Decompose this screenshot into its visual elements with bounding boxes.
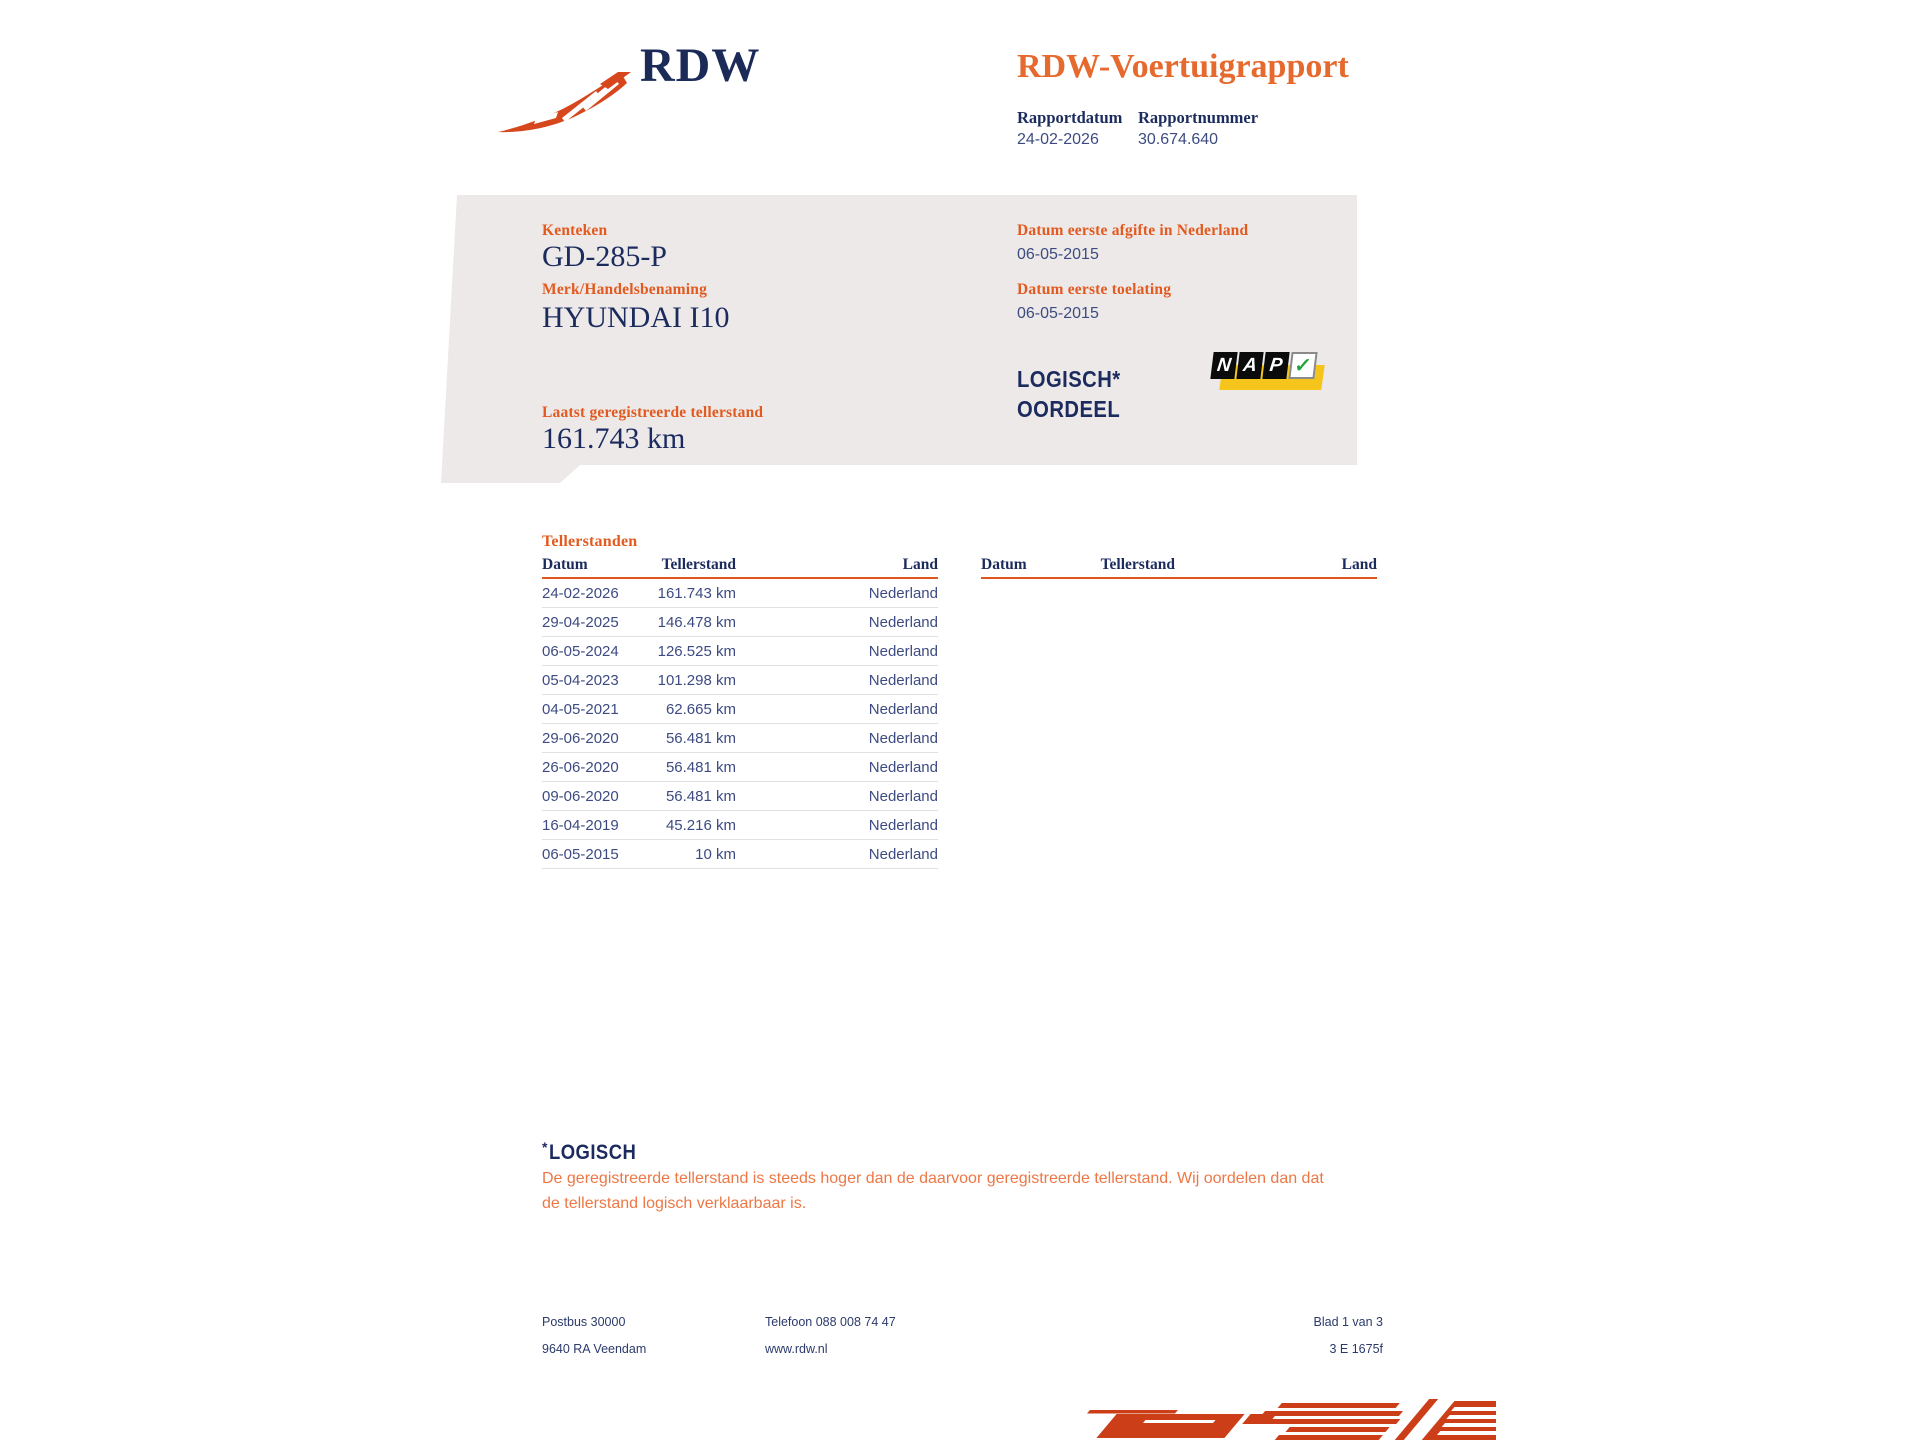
nap-check-icon: ✓ [1288, 352, 1317, 379]
table-row [542, 782, 938, 811]
table-row [542, 666, 938, 695]
tellerstand-value: 161.743 km [542, 422, 686, 455]
tellerstand-label: Laatst geregistreerde tellerstand [542, 404, 764, 421]
merk-label: Merk/Handelsbenaming [542, 281, 708, 298]
footer-website: www.rdw.nl [765, 1342, 828, 1356]
footnote-heading: LOGISCH [549, 1141, 637, 1164]
cell-tellerstand: 45.216 km [665, 816, 736, 834]
footnote-text: De geregistreerde tellerstand is steeds hoger dan de daarvoor geregistreerde tellerstand. Wij oordelen dan dat de tellerstand logisch verklaarbaar is. [542, 1170, 1324, 1212]
cell-datum: 24-02-2026 [542, 584, 619, 602]
cell-land: Nederland [868, 845, 938, 863]
kenteken-value: GD-285-P [542, 240, 667, 273]
table-row [542, 579, 938, 608]
table-row [542, 608, 938, 637]
column-header-datum: Datum [981, 556, 1027, 573]
cell-datum: 16-04-2019 [542, 816, 619, 834]
footer-form-code: 3 E 1675f [1329, 1342, 1383, 1356]
table-header-row [542, 556, 938, 579]
cell-datum: 29-06-2020 [542, 729, 619, 747]
nap-letter-a: A [1236, 352, 1263, 379]
column-header-datum: Datum [542, 556, 588, 573]
cell-tellerstand: 161.743 km [657, 584, 736, 602]
page-title: RDW-Voertuigrapport [1017, 48, 1349, 85]
cell-land: Nederland [868, 787, 938, 805]
report-date-value: 24-02-2026 [1017, 131, 1099, 148]
afgifte-label: Datum eerste afgifte in Nederland [1017, 222, 1249, 239]
cell-datum: 06-05-2024 [542, 642, 619, 660]
cell-tellerstand: 56.481 km [665, 729, 736, 747]
tellerstanden-heading: Tellerstanden [542, 533, 638, 550]
cell-tellerstand: 62.665 km [665, 700, 736, 718]
nap-letter-n: N [1210, 352, 1237, 379]
oordeel-line1: LOGISCH* [1017, 366, 1121, 392]
table-row [542, 637, 938, 666]
cell-tellerstand: 56.481 km [665, 787, 736, 805]
report-date-label: Rapportdatum [1017, 108, 1123, 127]
kenteken-label: Kenteken [542, 222, 608, 239]
table-row [542, 840, 938, 869]
report-number-label: Rapportnummer [1138, 108, 1259, 127]
footer-address-line2: 9640 RA Veendam [542, 1342, 647, 1356]
table-body [542, 579, 938, 869]
oordeel-headline [1017, 364, 1135, 424]
footnote-heading-row [542, 1138, 649, 1168]
table-header-row [981, 556, 1377, 579]
nap-logo [1212, 352, 1316, 382]
cell-datum: 09-06-2020 [542, 787, 619, 805]
cell-datum: 06-05-2015 [542, 845, 619, 863]
tellerstanden-table-left [542, 556, 938, 869]
cell-datum: 26-06-2020 [542, 758, 619, 776]
cell-land: Nederland [868, 758, 938, 776]
merk-value: HYUNDAI I10 [542, 301, 730, 334]
cell-land: Nederland [868, 816, 938, 834]
tellerstanden-table-right [981, 556, 1377, 579]
toelating-value: 06-05-2015 [1017, 305, 1099, 322]
cell-datum: 05-04-2023 [542, 671, 619, 689]
cell-land: Nederland [868, 613, 938, 631]
cell-land: Nederland [868, 642, 938, 660]
toelating-label: Datum eerste toelating [1017, 281, 1172, 298]
cell-tellerstand: 56.481 km [665, 758, 736, 776]
cell-tellerstand: 10 km [695, 845, 736, 863]
footer-stripes-graphic [1046, 1398, 1496, 1440]
cell-datum: 29-04-2025 [542, 613, 619, 631]
footer-address-line1: Postbus 30000 [542, 1315, 626, 1329]
footer-page-number: Blad 1 van 3 [1313, 1315, 1383, 1329]
nap-letter-p: P [1262, 352, 1289, 379]
table-row [542, 753, 938, 782]
table-row [542, 724, 938, 753]
cell-datum: 04-05-2021 [542, 700, 619, 718]
footnote-asterisk: * [542, 1139, 548, 1155]
column-header-land: Land [902, 556, 938, 573]
cell-land: Nederland [868, 729, 938, 747]
oordeel-line2: OORDEEL [1017, 396, 1121, 422]
cell-land: Nederland [868, 671, 938, 689]
column-header-land: Land [1341, 556, 1377, 573]
cell-land: Nederland [868, 700, 938, 718]
rdw-logo-icon [496, 72, 631, 134]
cell-tellerstand: 101.298 km [657, 671, 736, 689]
footer-phone: Telefoon 088 008 74 47 [765, 1315, 896, 1329]
cell-land: Nederland [868, 584, 938, 602]
afgifte-value: 06-05-2015 [1017, 246, 1099, 263]
column-header-tellerstand: Tellerstand [1100, 556, 1175, 573]
rdw-wordmark: RDW [640, 39, 761, 92]
cell-tellerstand: 146.478 km [657, 613, 736, 631]
column-header-tellerstand: Tellerstand [661, 556, 736, 573]
report-number-value: 30.674.640 [1138, 131, 1219, 148]
table-row [542, 695, 938, 724]
cell-tellerstand: 126.525 km [657, 642, 736, 660]
table-row [542, 811, 938, 840]
